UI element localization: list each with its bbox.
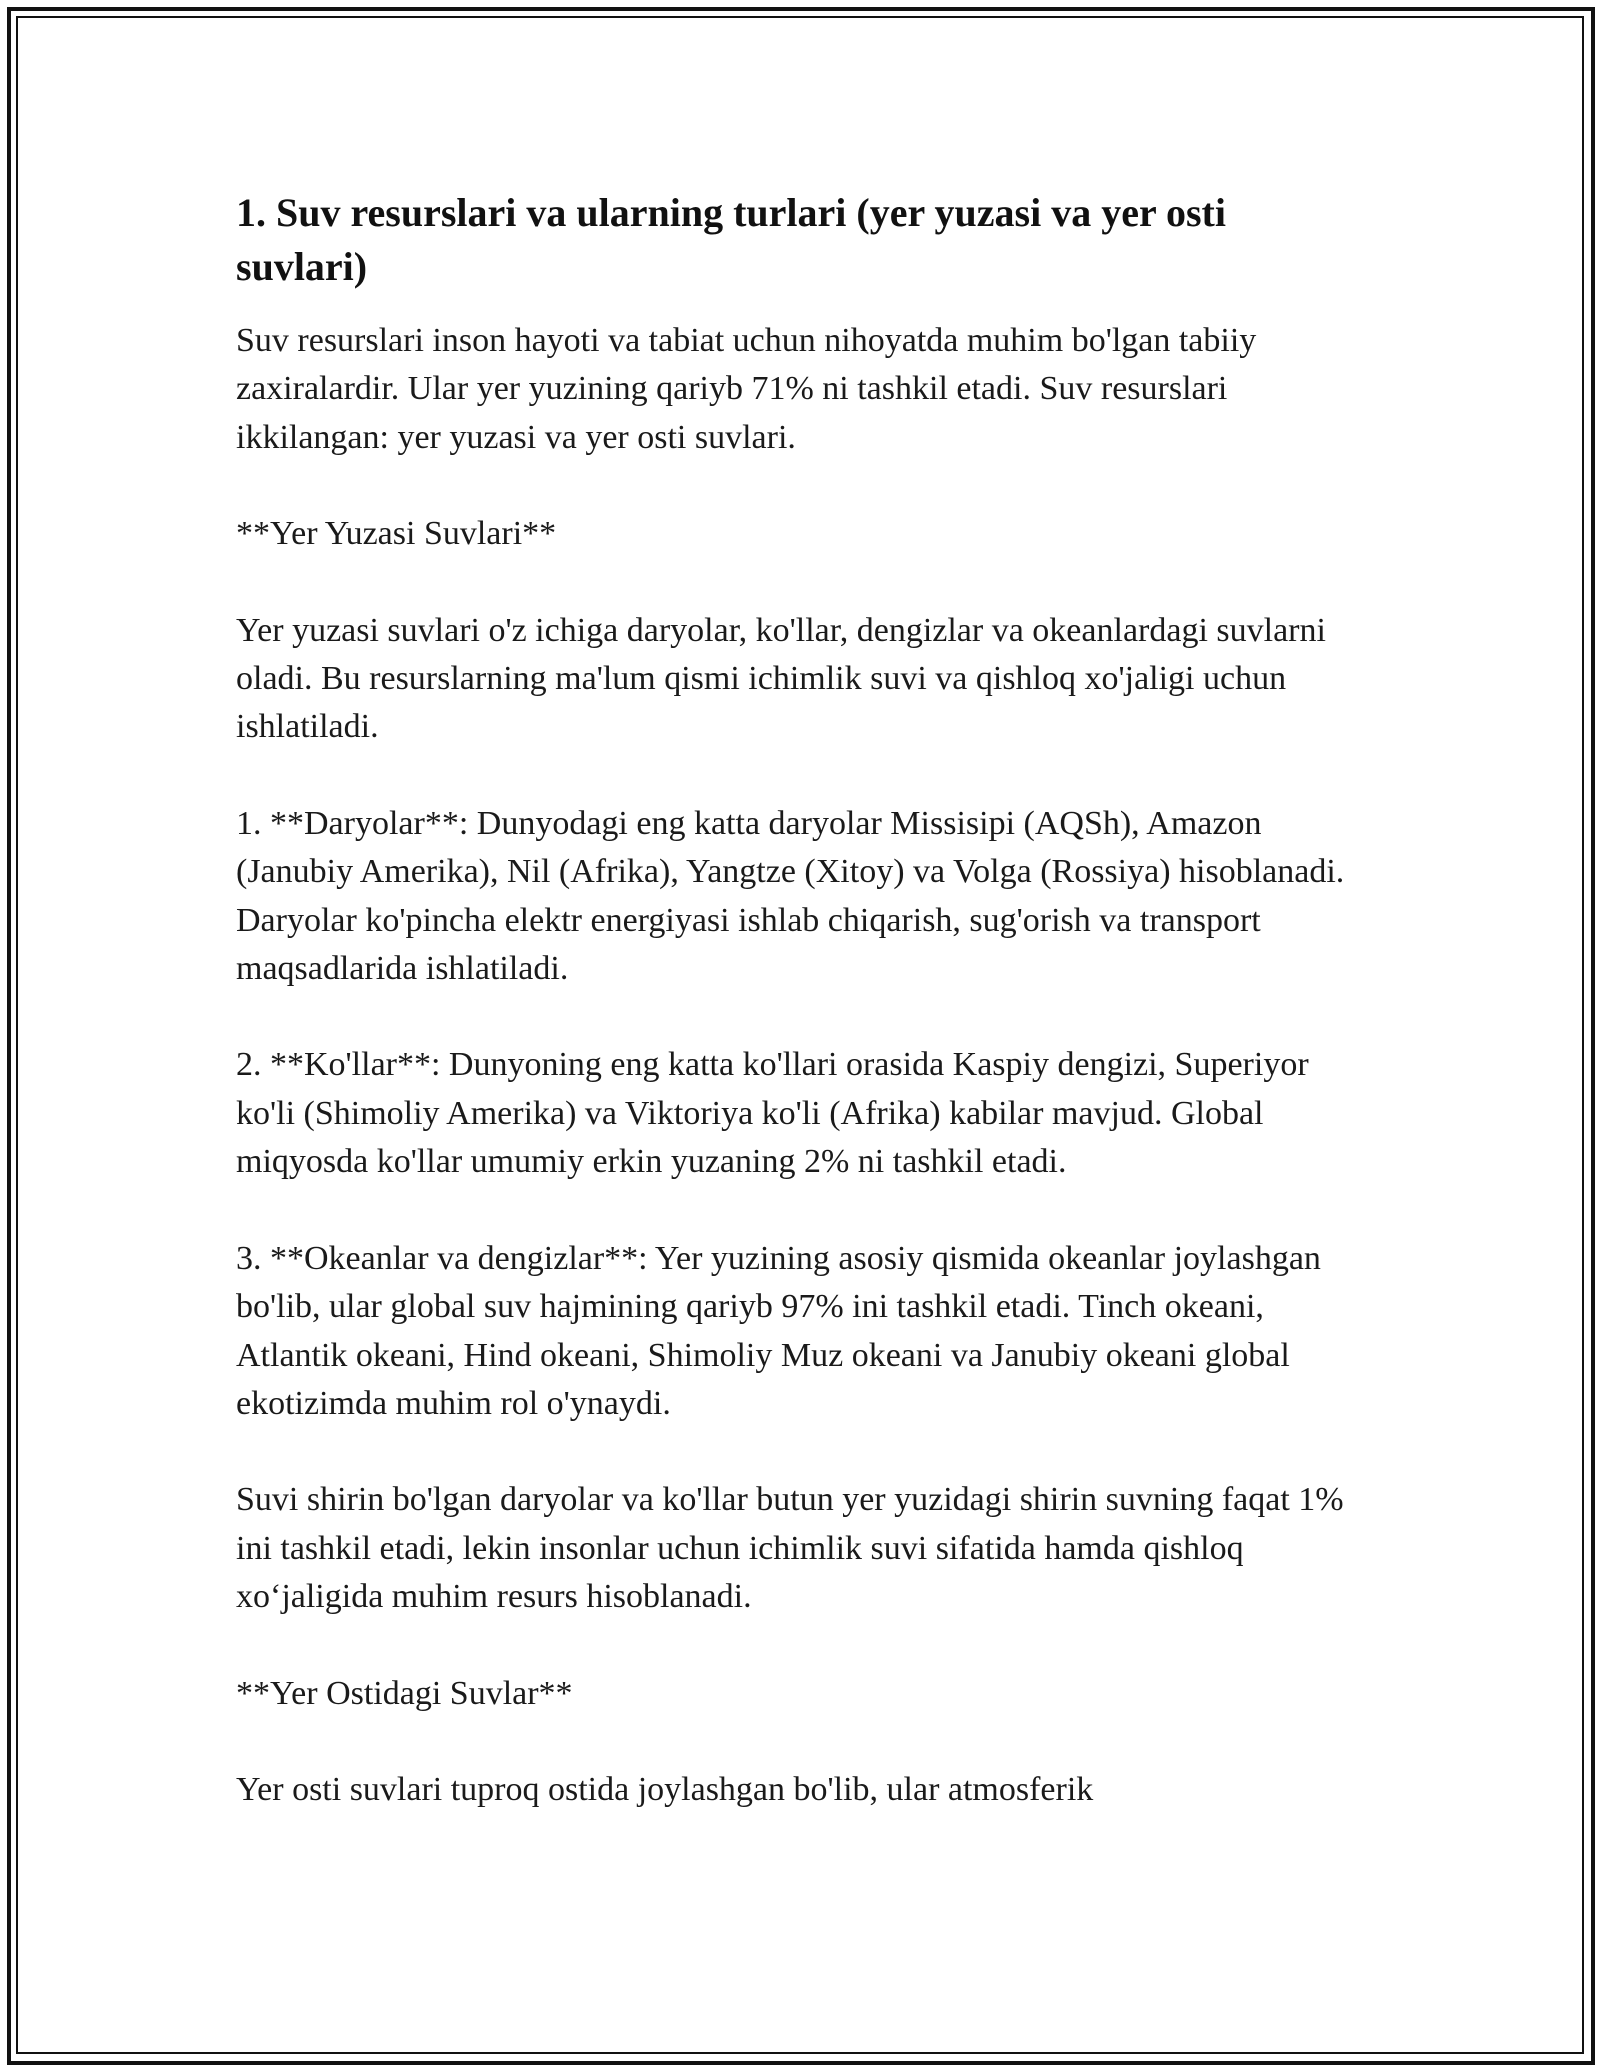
paragraph-surface-waters: Yer yuzasi suvlari o'z ichiga daryolar, ko'llar, dengizlar va okeanlardagi suvlarni oladi. Bu resurslarning ma'lum qismi ichimlik suvi va qishloq xo'jaligi uchun ishlatiladi. [236,611,1326,746]
section-heading: 1. Suv resurslari va ularning turlari (yer yuzasi va yer osti suvlari) [236,190,1226,289]
list-item-oceans: 3. **Okeanlar va dengizlar**: Yer yuzining asosiy qismida okeanlar joylashgan bo'lib, ular global suv hajmining qariyb 97% ini tashkil etadi. Tinch okeani, Atlantik okeani, Hind okeani, Shimoliy Muz okeani va Janubiy okeani global ekotizimda muhim rol o'ynaydi. [236,1239,1321,1422]
document-body [236,186,1356,1814]
paragraph-intro: Suv resurslari inson hayoti va tabiat uchun nihoyatda muhim bo'lgan tabiiy zaxiralardir. Ular yer yuzining qariyb 71% ni tashkil etadi. Suv resurslari ikkilangan: yer yuzasi va yer osti suvlari. [236,322,1257,456]
subheading-groundwater: **Yer Ostidagi Suvlar** [236,1674,573,1712]
list-item-lakes: 2. **Ko'llar**: Dunyoning eng katta ko'llari orasida Kaspiy dengizi, Superiyor ko'li (Shimoliy Amerika) va Viktoriya ko'li (Afrika) kabilar mavjud. Global miqyosda ko'llar umumiy erkin yuzaning 2% ni tashkil etadi. [236,1046,1309,1181]
list-item-rivers: 1. **Daryolar**: Dunyodagi eng katta daryolar Missisipi (AQSh), Amazon (Janubiy Amerika), Nil (Afrika), Yangtze (Xitoy) va Volga (Rossiya) hisoblanadi. Daryolar ko'pincha elektr energiyasi ishlab chiqarish, sug'orish va transport maqsadlarida ishlatiladi. [236,804,1345,988]
subheading-surface-waters: **Yer Yuzasi Suvlari** [236,515,557,553]
paragraph-fresh-water: Suvi shirin bo'lgan daryolar va ko'llar butun yer yuzidagi shirin suvning faqat 1% ini tashkil etadi, lekin insonlar uchun ichimlik suvi sifatida hamda qishloq xo‘jaligida muhim resurs hisoblanadi. [236,1481,1344,1616]
paragraph-groundwater: Yer osti suvlari tuproq ostida joylashgan bo'lib, ular atmosferik [236,1770,1094,1808]
